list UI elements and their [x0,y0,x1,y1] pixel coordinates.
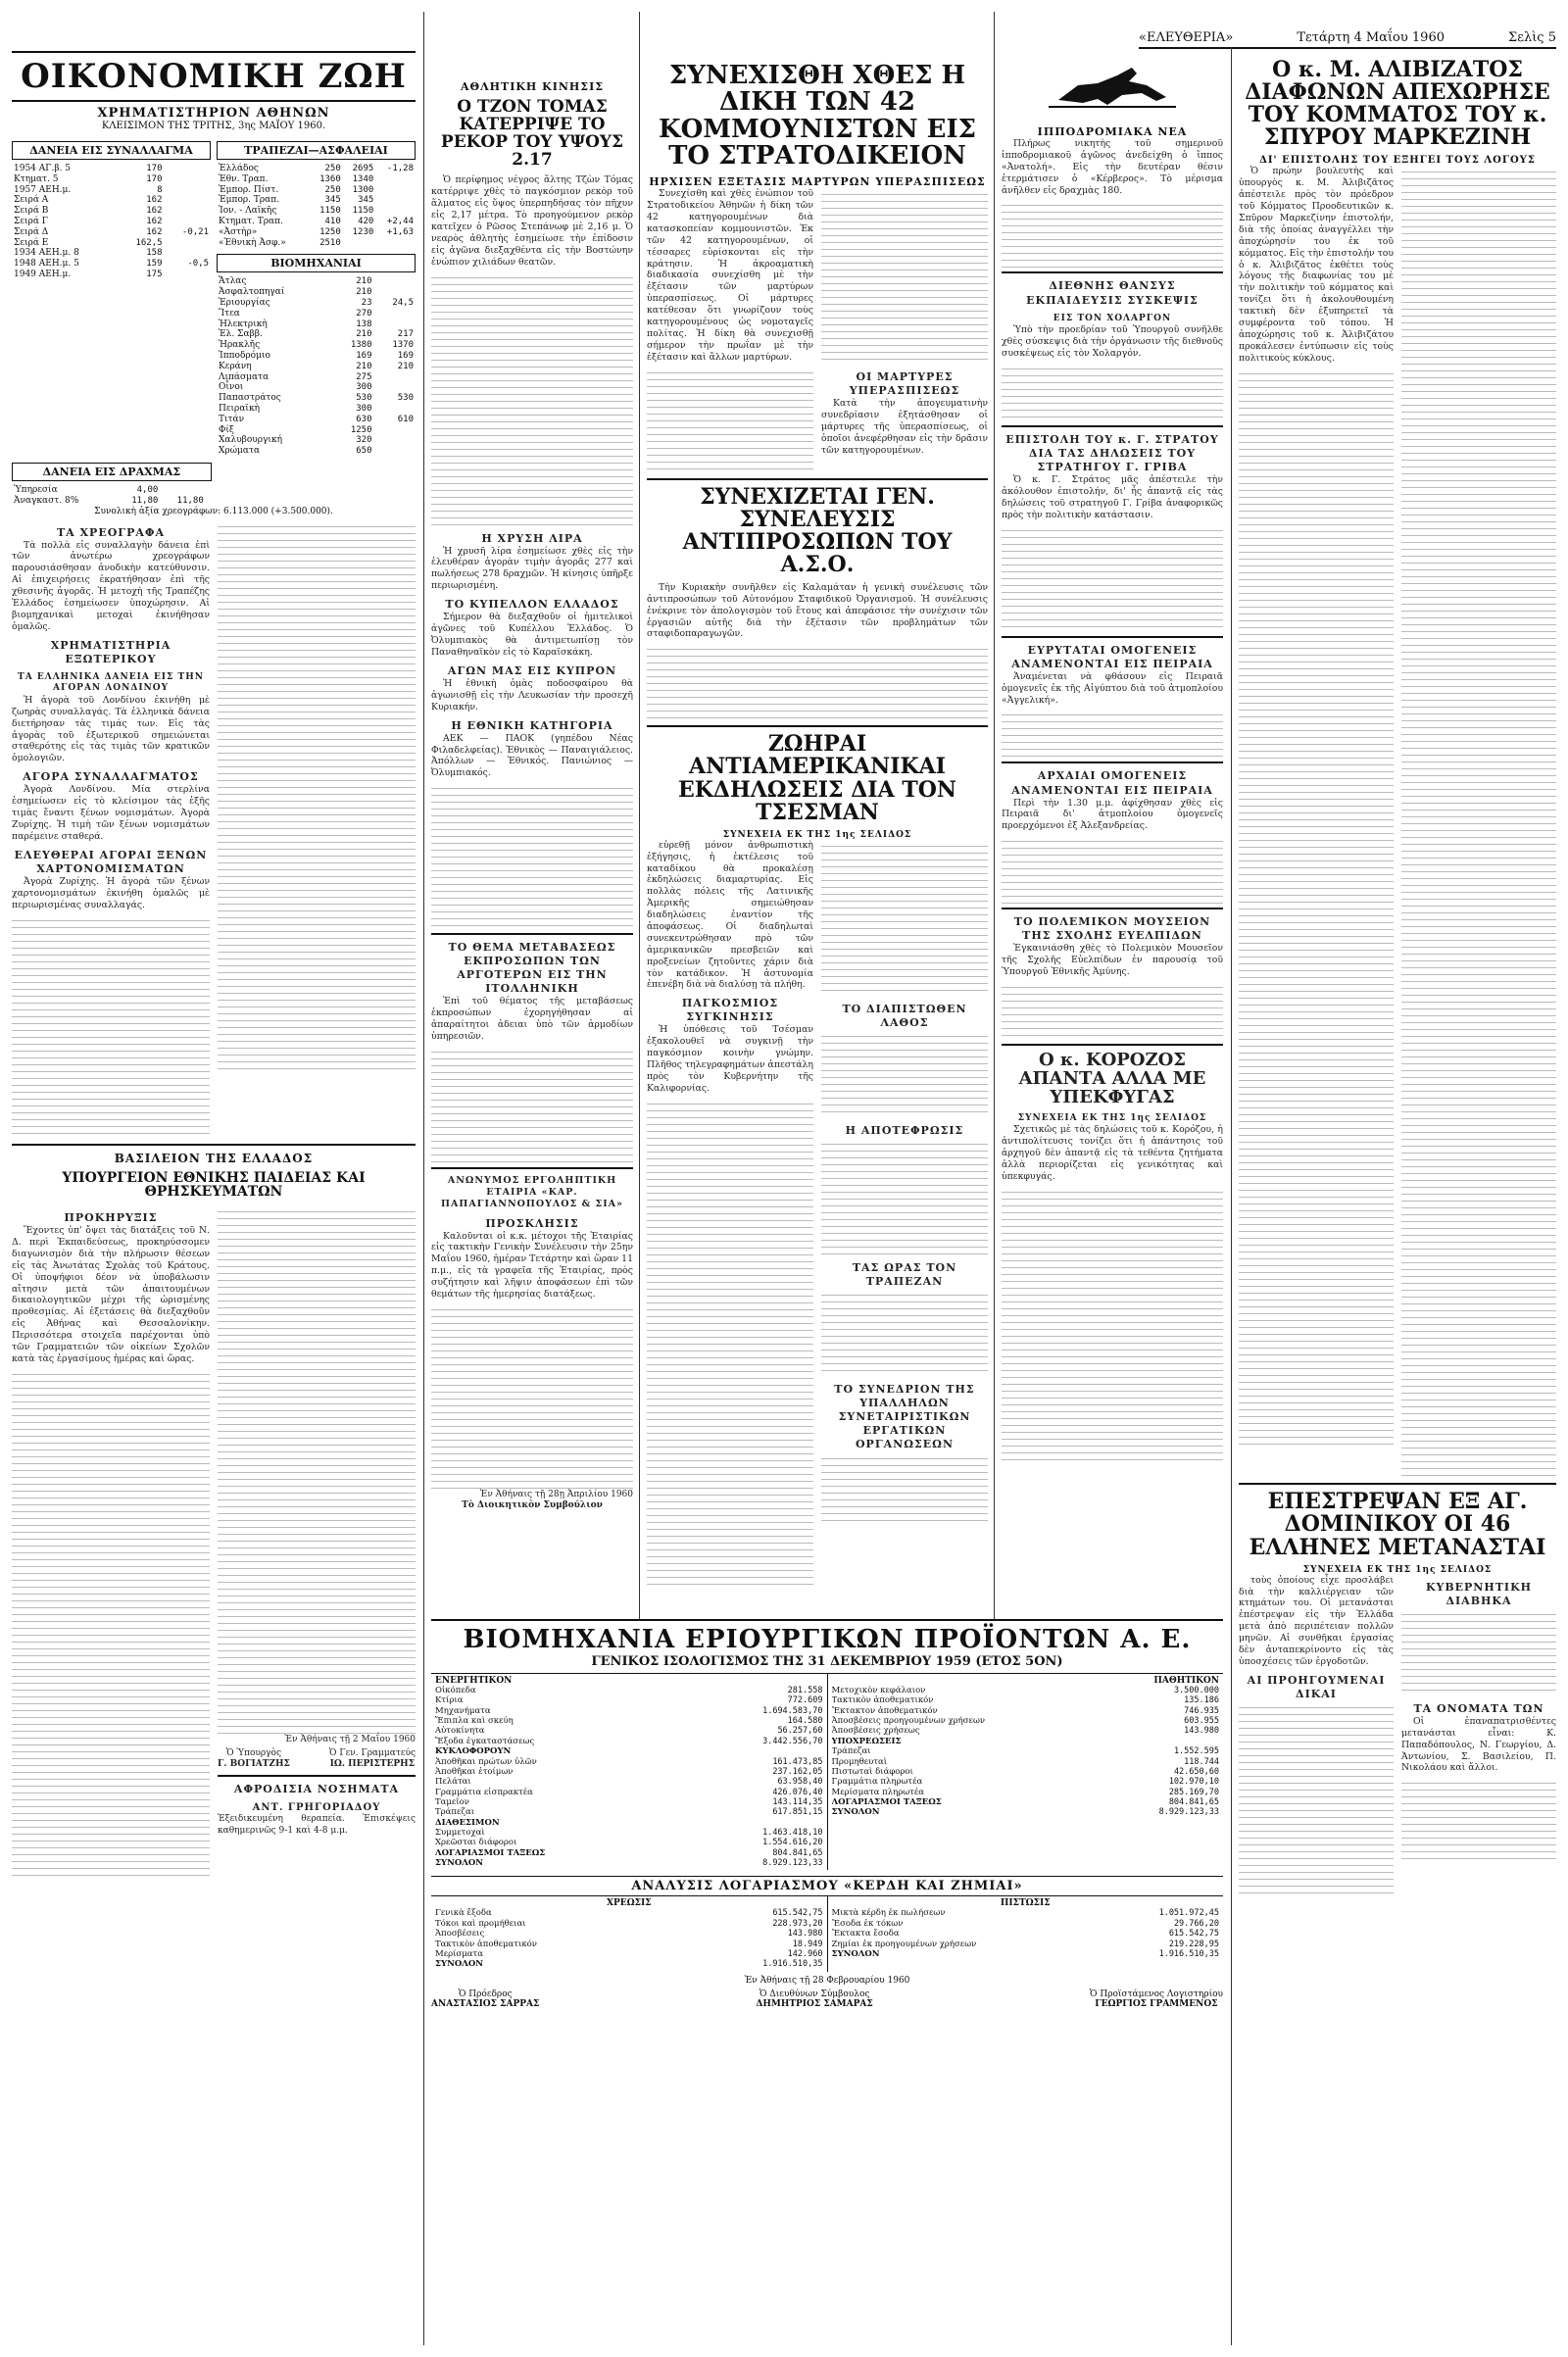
balance-row: Κτίρια 772.609 [435,1695,823,1706]
sports-column: ΑΘΛΗΤΙΚΗ ΚΙΝΗΣΙΣ Ο ΤΖΟΝ ΤΟΜΑΣ ΚΑΤΕΡΡΙΨΕ ΤΟ ΡΕΚΟΡ ΤΟΥ ΥΨΟΥΣ 2.17 Ὁ περίφημος νέγρος ἅλτης Τζὼν Τόμας κατέρριψε χθὲς τὸ παγκόσμιον ρεκὸρ τοῦ ἅλματος εἰς ὕψος ὑπερπηδήσας τὸν πῆχυν εἰς 2,17 μέτρα. Τὸ προηγούμενον ρεκὸρ κατεῖχεν ὁ Ρῶσος Στεπάνωφ μὲ 2,16 μ. Ὁ νεαρὸς ἀθλητὴς ἐσημείωσε τὴν ἐπίδοσιν εἰς ἀγῶνα διεξαχθέντα εἰς τὴν Βοστώνην ἐνώπιον χιλιάδων θεατῶν. Η ΧΡΥΣΗ ΛΙΡΑ Ἡ χρυσῆ λίρα ἐσημείωσε χθὲς εἰς τὴν ἐλευθέραν ἀγορὰν τιμὴν ἀγορᾶς 277 καὶ πωλήσεως 278 δραχμῶν. Ἡ κίνησις ὑπῆρξε περιωρισμένη. ΤΟ ΚΥΠΕΛΛΟΝ ΕΛΛΑΔΟΣ Σήμερον θὰ διεξαχθοῦν οἱ ἡμιτελικοὶ ἀγῶνες τοῦ Κυπέλλου Ἑλλάδος. Ὁ Ὀλυμπιακὸς θὰ ἀντιμετωπίσῃ τὸν Παναθηναϊκὸν εἰς τὸ Καραϊσκάκη. ΑΓΩΝ ΜΑΣ ΕΙΣ ΚΥΠΡΟΝ Ἡ ἐθνικὴ ὁμὰς ποδοσφαίρου θὰ ἀγωνισθῇ εἰς τὴν Λευκωσίαν τὴν προσεχῆ Κυριακήν. Η ΕΘΝΙΚΗ ΚΑΤΗΓΟΡΙΑ ΑΕΚ — ΠΑΟΚ (γηπέδου Νέας Φιλαδελφείας). Ἐθνικὸς — Παναιγιάλειος. Ἀπόλλων — Ἐθνικός. Πανιώνιος — Ὀλυμπιακός. ΤΟ ΘΕΜΑ ΜΕΤΑΒΑΣΕΩΣ ΕΚΠΡΟΣΩΠΩΝ ΤΩΝ ΑΡΓΟΤΕΡΩΝ ΕΙΣ ΤΗΝ ΙΤΟΛΛΗΝΙΚΗ Ἐπὶ τοῦ θέματος τῆς μεταβάσεως ἐκπροσώπων ἐχορηγήθησαν αἱ ἀπαραίτητοι ἀδειαι ὑπὸ τῶν ἁρμοδίων ὑπηρεσιῶν. ΑΝΩΝΥΜΟΣ ΕΡΓΟΛΗΠΤΙΚΗ ΕΤΑΙΡΙΑ «ΚΑΡ. ΠΑΠΑΓΙΑΝΝΟΠΟΥΛΟΣ & ΣΙΑ» ΠΡΟΣΚΛΗΣΙΣ Καλοῦνται οἱ κ.κ. μέτοχοι τῆς Ἑταιρίας εἰς τακτικὴν Γενικὴν Συνέλευσιν τὴν 25ην Μαΐου 1960, ἡμέραν Τετάρτην καὶ ὥραν 11 π.μ., εἰς τὰ γραφεῖα τῆς Ἑταιρίας, πρὸς συζήτησιν καὶ λῆψιν ἀποφάσεων ἐπὶ τῶν θεμάτων τῆς ἡμερησίας διατάξεως. Ἐν Ἀθήναις τῇ 28ῃ Ἀπριλίου 1960 Τὸ Διοικητικὸν Συμβούλιον [431,80,633,1511]
table-row: Ἐριουργίας 23 24,5 [219,297,414,308]
horse-racing-logo [1002,51,1223,120]
table-row: Σειρά Δ 162 -0,21 [14,226,209,237]
issue-date: Τετάρτη 4 Μαΐου 1960 [1297,30,1445,45]
horse-icon [1039,56,1186,115]
sports-headline: Ο ΤΖΟΝ ΤΟΜΑΣ ΚΑΤΕΡΡΙΨΕ ΤΟ ΡΕΚΟΡ ΤΟΥ ΥΨΟΥΣ 2.17 [440,97,624,170]
total-value: Συνολικὴ ἀξία χρεογράφων: 6.113.000 (+3.500.000). [94,506,333,516]
balance-row: Τακτικὸν ἀποθεματικόν 135.186 [831,1695,1219,1706]
balance-row: Ἀποσβέσεις προηγουμένων χρήσεων 603.955 [831,1716,1219,1727]
table-row: Ἀσφαλτοπηγαί 210 [219,287,372,298]
table-row: 1954 ΑΓ.β. 5 170 [14,164,163,173]
bonds-head: ΤΑ ΧΡΕΟΓΡΑΦΑ [56,525,166,539]
table-row: Σειρά Γ 162 [14,216,163,226]
table-row: Ἐλ. Σαββ. 210 217 [219,329,414,340]
dominican-headline: ΕΠΕΣΤΡΕΨΑΝ ΕΞ ΑΓ. ΔΟΜΙΝΙΚΟΥ ΟΙ 46 ΕΛΛΗΝΕΣ ΜΕΤΑΝΑΣΤΑΙ [1249,1489,1546,1560]
balance-row: ΛΟΓΑΡΙΑΣΜΟΙ ΤΑΞΕΩΣ 804.841,65 [831,1796,1219,1807]
balance-row: Γενικὰ ἔξοδα 615.542,75 [435,1908,823,1919]
balance-row: ΣΥΝΟΛΟΝ 1.916.510,35 [435,1959,823,1970]
racing-title: ΙΠΠΟΔΡΟΜΙΑΚΑ ΝΕΑ [1037,125,1188,138]
table-row: Ἀναγκαστ. 8% 11,80 11,80 [14,495,204,506]
bonds-body: Τὰ πολλὰ εἰς συναλλαγὴν δάνεια ἐπὶ τῶν ἀνωτέρω χρεογράφων παρουσιάσθησαν ἀνοδικὴν κατεύθυνσιν. Αἱ ἐπιχειρήσεις ἐκρατήθησαν ἐπὶ τῆς χθεσινῆς ἀγορᾶς. Ἡ μετοχὴ τῆς Τραπέζης Ἑλλάδος ἐσημείωσεν ὑποχώρησιν. Αἱ βιομηχανικαὶ μετοχαὶ ἐκινήθησαν ὁμαλῶς. [12,539,210,632]
balance-row: Ταμεῖον 143.114,35 [435,1796,823,1807]
drachma-head: ΔΑΝΕΙΑ ΕΙΣ ΔΡΑΧΜΑΣ [12,463,212,481]
sports-body: Ὁ περίφημος νέγρος ἅλτης Τζὼν Τόμας κατέρριψε χθὲς τὸ παγκόσμιον ρεκὸρ τοῦ ἅλματος εἰς ὕψος ὑπερπηδήσας τὸν πῆχυν εἰς 2,17 μέτρα. Τὸ προηγούμενον ρεκὸρ κατεῖχεν ὁ Ρῶσος Στεπάνωφ μὲ 2,16 μ. Ὁ νεαρὸς ἀθλητὴς ἐσημείωσε τὴν ἐπίδοσιν εἰς ἀγῶνα διεξαχθέντα εἰς τὴν Βοστώνην ἐνώπιον χιλιάδων θεατῶν. [431,174,633,268]
table-row: Ἐμπορ. Πίστ. 250 1300 [219,184,374,195]
table-row: Σειρά Β 162 [14,206,163,217]
alivizatos-body: Ὁ πρώην βουλευτὴς καὶ ὑπουργὸς κ. Μ. Ἀλιβιζᾶτος ἀπέστειλε πρὸς τὸν πρόεδρον τοῦ Κόμματος Προοδευτικῶν κ. Σπῦρον Μαρκεζίνην ἐπιστολήν, διὰ τῆς ὁποίας ἀναγγέλλει τὴν ἀποχώρησίν του ἐκ τοῦ κόμματος. Εἰς τὴν ἐπιστολήν του ὁ κ. Ἀλιβιζᾶτος ἐκθέτει τοὺς λόγους τῆς διαφωνίας του μὲ τὴν πολιτικὴν τοῦ κόμματος καὶ τονίζει ὅτι ἡ ἀκολουθουμένη τακτικὴ δὲν ἐξυπηρετεῖ τὰ συμφέροντα τοῦ τόπου. Ἡ ἀποχώρησις τοῦ κ. Ἀλιβιζάτου προκάλεσεν ἐντύπωσιν εἰς τοὺς πολιτικοὺς κύκλους. [1239,166,1394,364]
pl-title: ΑΝΑΛΥΣΙΣ ΛΟΓΑΡΙΑΣΜΟΥ «ΚΕΡΔΗ ΚΑΙ ΖΗΜΙΑΙ» [431,1876,1223,1896]
balance-row: Ἔκτακτα ἔσοδα 615.542,75 [831,1929,1219,1940]
table-row: Ἐμπορ. Τραπ. 345 345 [219,195,374,206]
politics-column: Ο κ. Μ. ΑΛΙΒΙΖΑΤΟΣ ΔΙΑΦΩΝΩΝ ΑΠΕΧΩΡΗΣΕ ΤΟΥ ΚΟΜΜΑΤΟΣ ΤΟΥ κ. ΣΠΥΡΟΥ ΜΑΡΚΕΖΙΝΗ ΔΙ' ΕΠΙΣΤΟΛΗΣ ΤΟΥ ΕΞΗΓΕΙ ΤΟΥΣ ΛΟΓΟΥΣ Ὁ πρώην βουλευτὴς καὶ ὑπουργὸς κ. Μ. Ἀλιβιζᾶτος ἀπέστειλε πρὸς τὸν πρόεδρον τοῦ Κόμματος Προοδευτικῶν κ. Σπῦρον Μαρκεζίνην ἐπιστολήν, διὰ τῆς ὁποίας ἀναγγέλλει τὴν ἀποχώρησίν του ἐκ τοῦ κόμματος. Εἰς τὴν ἐπιστολήν του ὁ κ. Ἀλιβιζᾶτος ἐκθέτει τοὺς λόγους τῆς διαφωνίας του μὲ τὴν πολιτικὴν τοῦ κόμματος καὶ τονίζει ὅτι ἡ ἀκολουθουμένη τακτικὴ δὲν ἐξυπηρετεῖ τὰ συμφέροντα τοῦ τόπου. Ἡ ἀποχώρησις τοῦ κ. Ἀλιβιζάτου προκάλεσεν ἐντύπωσιν εἰς τοὺς πολιτικοὺς κύκλους. ΕΠΕΣΤΡΕΨΑΝ ΕΞ ΑΓ. ΔΟΜΙΝΙΚΟΥ ΟΙ 46 ΕΛΛΗΝΕΣ ΜΕΤΑΝΑΣΤΑΙ ΣΥΝΕΧΕΙΑ ΕΚ ΤΗΣ 1ης ΣΕΛΙΔΟΣ τοὺς ὁποίους εἶχε προσλάβει διὰ τὴν καλλιέργειαν τῶν κτημάτων του. Οἱ μετανάσται ἐπέστρεψαν εἰς τὴν Ἑλλάδα μετὰ ἀπὸ περιπέτειαν πολλῶν μηνῶν. Αἱ συνθῆκαι ἐργασίας δὲν ἀνταπεκρίνοντο εἰς τὰς ὑποσχέσεις τῶν ἐργοδοτῶν. ΑΙ ΠΡΟΗΓΟΥΜΕΝΑΙ ΔΙΚΑΙ ΚΥΒΕΡΝΗΤΙΚΗ ΔΙΑΒΗΚΑ ΤΑ ΟΝΟΜΑΤΑ ΤΩΝ Οἱ ἐπαναπατρισθέντες μετανάσται εἶναι: Κ. Παπαδόπουλος, Ν. Γεωργίου, Δ. Ἀντωνίου, Σ. Βασιλείου, Π. Νικολάου καὶ ἄλλοι. [1239,51,1556,2345]
balance-row: Ἔκτακτον ἀποθεματικόν 746.935 [831,1705,1219,1716]
balance-row: Ἔξοδα ἐγκαταστάσεως 3.442.556,70 [435,1736,823,1746]
table-row: 1957 ΑΕΗ.μ. 8 [14,184,163,195]
balance-row: Πιστωταὶ διάφοροι 42.650,60 [831,1766,1219,1777]
masthead [1139,12,1556,49]
korozos-headline: Ο κ. ΚΟΡΟΖΟΣ ΑΠΑΝΤΑ ΑΛΛΑ ΜΕ ΥΠΕΚΦΥΓΑΣ [1018,1050,1206,1107]
table-row: Λιπάσματα 275 [219,371,372,382]
balance-row: Ἀποθῆκαι πρώτων ὑλῶν 161.473,85 [435,1756,823,1767]
balance-row: Γραμμάτια πληρωτέα 102.970,10 [831,1777,1219,1788]
table-row: Ἡλεκτρικὴ 138 [219,319,372,329]
balance-row: Ζημίαι ἐκ προηγουμένων χρήσεων 219.228,95 [831,1939,1219,1949]
table-row: Τιτάν 630 610 [219,414,414,424]
table-row: Πειραϊκὴ 300 [219,403,372,414]
table-row: Χρώματα 650 [219,446,372,457]
balance-row: Ἀποσβέσεις χρήσεως 143.980 [831,1726,1219,1737]
assets-list: ΕΝΕΡΓΗΤΙΚΟΝ Οἰκόπεδα 281.558 Κτίρια 772.609 Μηχανήματα 1.694.583,70 Ἔπιπλα καὶ σκεύη 164.580 Αὐτοκίνητα 56.257,60 Ἔξοδα ἐγκαταστάσεως 3.442.556,70 ΚΥΚΛΟΦΟΡΟΥΝ Ἀποθῆκαι πρώτων ὑλῶν 161.473,85 Ἀποθῆκαι ἑτοίμων 237.162,05 Πελάται 63.958,40 Γραμμάτια εἰσπρακτέα 426.076,40 Ταμεῖον 143.114,35 Τράπεζαι 617.851,15 ΔΙΑΘΕΣΙΜΟΝ Συμμετοχαὶ 1.463.418,10 Χρεῶσται διάφοροι 1.554.616,20 ΛΟΓΑΡΙΑΣΜΟΙ ΤΑΞΕΩΣ 804.841,65 ΣΥΝΟΛΟΝ 8.929.123,33 [435,1676,823,1869]
ceo-name: ΔΗΜΗΤΡΙΟΣ ΣΑΜΑΡΑΣ [756,1998,873,2009]
balance-row: ΥΠΟΧΡΕΩΣΕΙΣ [831,1736,902,1746]
balance-row: Ἔπιπλα καὶ σκεύη 164.580 [435,1716,823,1727]
trial-column: ΣΥΝΕΧΙΣΘΗ ΧΘΕΣ Η ΔΙΚΗ ΤΩΝ 42 ΚΟΜΜΟΥΝΙΣΤΩΝ ΕΙΣ ΤΟ ΣΤΡΑΤΟΔΙΚΕΙΟΝ ΗΡΧΙΣΕΝ ΕΞΕΤΑΣΙΣ ΜΑΡΤΥΡΩΝ ΥΠΕΡΑΣΠΙΣΕΩΣ Συνεχίσθη καὶ χθὲς ἐνώπιον τοῦ Στρατοδικείου Ἀθηνῶν ἡ δίκη τῶν 42 κατηγορουμένων διὰ κατασκοπείαν κομμουνιστῶν. Ἐκ τῶν 42 κατηγορουμένων, οἱ τέσσαρες εὑρίσκονται εἰς τὴν κράτησιν. Ἡ ἀκροαματικὴ διαδικασία συνεχίσθη μὲ τὴν ἐξέτασιν τῶν μαρτύρων ὑπερασπίσεως. Οἱ μάρτυρες κατέθεσαν ὅτι γνωρίζουν τοὺς κατηγορουμένους ὡς νομοταγεῖς πολίτας. Ἡ δίκη θὰ συνεχισθῇ σήμερον τὴν πρωΐαν μὲ τὴν ἐξέτασιν καὶ ἄλλων μαρτύρων. ΟΙ ΜΑΡΤΥΡΕΣ ΥΠΕΡΑΣΠΙΣΕΩΣ Κατὰ τὴν ἀπογευματινὴν συνεδρίασιν ἐξητάσθησαν οἱ μάρτυρες τῆς ὑπερασπίσεως, οἱ ὁποῖοι ἀνεφέρθησαν εἰς τὴν δρᾶσιν τῶν κατηγορουμένων. ΣΥΝΕΧΙΖΕΤΑΙ ΓΕΝ. ΣΥΝΕΛΕΥΣΙΣ ΑΝΤΙΠΡΟΣΩΠΩΝ ΤΟΥ Α.Σ.Ο. Τὴν Κυριακὴν συνῆλθεν εἰς Καλαμάταν ἡ γενικὴ συνέλευσις τῶν ἀντιπροσώπων τοῦ Αὐτονόμου Σταφιδικοῦ Ὀργανισμοῦ. Ἡ συνέλευσις ἐνέκρινε τὸν ἀπολογισμὸν τοῦ ἔτους καὶ ἀπεφάσισε τὴν συνέχισιν τῶν ἐργασιῶν αὐτῆς διὰ τὴν ἐξέτασιν τῶν προβλημάτων τῶν σταφιδοπαραγωγῶν. ΖΩΗΡΑΙ ΑΝΤΙΑΜΕΡΙΚΑΝΙΚΑΙ ΕΚΔΗΛΩΣΕΙΣ ΔΙΑ ΤΟΝ ΤΣΕΣΜΑΝ ΣΥΝΕΧΕΙΑ ΕΚ ΤΗΣ 1ης ΣΕΛΙΔΟΣ εὑρεθῇ μόνον ἀνθρωπιστικὴ ἐξήγησις, ἡ ἐκτέλεσις τοῦ καταδίκου θὰ προκαλέσῃ ἐκδηλώσεις διαμαρτυρίας. Εἰς πολλὰς πόλεις τῆς Λατινικῆς Ἀμερικῆς σημειώθησαν διαδηλώσεις ἐναντίον τῆς ἀποφάσεως. Οἱ διαδηλωταὶ συνεκεντρώθησαν πρὸ τῶν ἀμερικανικῶν πρεσβειῶν καὶ προξενείων ζητοῦντες χάριν διὰ τὸν κατάδικον. Ἡ ἀστυνομία ἐπενέβη διὰ νὰ διαλύσῃ τὰ πλήθη. ΠΑΓΚΟΣΜΙΟΣ ΣΥΓΚΙΝΗΣΙΣ Ἡ ὑπόθεσις τοῦ Τσέσμαν ἐξακολουθεῖ νὰ συγκινῇ τὴν παγκόσμιον κοινὴν γνώμην. Πλῆθος τηλεγραφημάτων ἀπεστάλη πρὸς τὸν Κυβερνήτην τῆς Καλιφορνίας. ΤΟ ΔΙΑΠΙΣΤΩΘΕΝ ΛΑΘΟΣ Η ΑΠΟΤΕΦΡΩΣΙΣ ΤΑΣ ΩΡΑΣ ΤΟΝ ΤΡΑΠΕΖΑΝ ΤΟ ΣΥΝΕΔΡΙΟΝ ΤΗΣ ΥΠΑΛΛΗΛΩΝ ΣΥΝΕΤΑΙΡΙΣΤΙΚΩΝ ΕΡΓΑΤΙΚΩΝ ΟΡΓΑΝΩΣΕΩΝ [647,12,988,2345]
table-row: Ἐθν. Τραπ. 1360 1340 [219,173,374,184]
closing-note: ΚΛΕΙΣΙΜΟΝ ΤΗΣ ΤΡΙΤΗΣ, 3ης ΜΑΪΟΥ 1960. [101,121,326,131]
trial-headline: ΣΥΝΕΧΙΣΘΗ ΧΘΕΣ Η ΔΙΚΗ ΤΩΝ 42 ΚΟΜΜΟΥΝΙΣΤΩΝ ΕΙΣ ΤΟ ΣΤΡΑΤΟΔΙΚΕΙΟΝ [659,61,976,171]
balance-row: ΣΥΝΟΛΟΝ 8.929.123,33 [831,1807,1219,1818]
table-row: Σειρά Α 162 [14,195,163,206]
decree-type: ΠΡΟΚΗΡΥΞΙΣ [64,1210,158,1224]
table-row: Κτηματ. Τραπ. 410 420 +2,44 [219,216,414,226]
table-row: Ἰπποδρόμιο 169 169 [219,350,414,361]
balance-row: ΔΙΑΘΕΣΙΜΟΝ [435,1817,500,1828]
loans-table: ΔΑΝΕΙΑ ΕΙΣ ΣΥΝΑΛΛΑΓΜΑ 1954 ΑΓ.β. 5 170 Κτηματ. 5 170 1957 ΑΕΗ.μ. 8 Σειρά Α 162 Σειρά Β 162 Σειρά Γ 162 Σειρά Δ 162 -0,21 Σειρά Ε 162,5 1934 ΑΕΗ.μ. 8 158 1948 ΑΕΗ.μ. 5 159 -0,5 1949 ΑΕΗ.μ. 175 [12,135,211,457]
balance-row: Τόκοι καὶ προμήθειαι 228.973,20 [435,1918,823,1929]
balance-row: ΛΟΓΑΡΙΑΣΜΟΙ ΤΑΞΕΩΣ 804.841,65 [435,1847,823,1858]
balance-row: ΣΥΝΟΛΟΝ 8.929.123,33 [435,1858,823,1869]
table-row: Παπαστράτος 530 530 [219,393,414,404]
balance-row: Γραμμάτια εἰσπρακτέα 426.076,40 [435,1787,823,1797]
exchange-title: ΧΡΗΜΑΤΙΣΤΗΡΙΟΝ ΑΘΗΝΩΝ [97,106,330,121]
balance-row: Συμμετοχαὶ 1.463.418,10 [435,1828,823,1839]
balance-row: Μετοχικὸν κεφάλαιον 3.500.000 [831,1686,1219,1695]
ministry-title: ΥΠΟΥΡΓΕΙΟΝ ΕΘΝΙΚΗΣ ΠΑΙΔΕΙΑΣ ΚΑΙ ΘΡΗΣΚΕΥΜΑΤΩΝ [62,1169,366,1201]
free-market-head: ΕΛΕΥΘΕΡΑΙ ΑΓΟΡΑΙ ΞΕΝΩΝ ΧΑΡΤΟΝΟΜΙΣΜΑΤΩΝ [14,848,208,875]
table-row: «Ἀστὴρ» 1250 1230 +1,63 [219,226,414,237]
economy-title: ΟΙΚΟΝΟΜΙΚΗ ΖΩΗ [12,51,416,102]
credit-list: ΠΙΣΤΩΣΙΣ Μικτὰ κέρδη ἐκ πωλήσεων 1.051.972,45 Ἔσοδα ἐκ τόκων 29.766,20 Ἔκτακτα ἔσοδα 615.542,75 Ζημίαι ἐκ προηγουμένων χρήσεων 219.228,95 ΣΥΝΟΛΟΝ 1.916.510,35 [827,1896,1224,1971]
clinic-ad-head: ΑΦΡΟΔΙΣΙΑ ΝΟΣΗΜΑΤΑ [233,1782,400,1795]
balance-row: Μερίσματα πληρωτέα 285.169,70 [831,1787,1219,1797]
balance-row: Προμηθευταὶ 118.744 [831,1756,1219,1767]
table-row: Ἄτλας 210 [219,276,372,287]
balance-row: Τράπεζαι 1.552.595 [831,1746,1219,1757]
balance-subtitle: ΓΕΝΙΚΟΣ ΙΣΟΛΟΓΙΣΜΟΣ ΤΗΣ 31 ΔΕΚΕΜΒΡΙΟΥ 1959 (ΕΤΟΣ 5ΟΝ) [591,1654,1063,1669]
banks-table: ΤΡΑΠΕΖΑΙ—ΑΣΦΑΛΕΙΑΙ Ἑλλάδος 250 2695 -1,28 Ἐθν. Τραπ. 1360 1340 Ἐμπορ. Πίστ. 250 1300 Ἐμπορ. Τραπ. 345 345 Ἰον. - Λαϊκῆς 1150 1150 Κτηματ. Τραπ. 410 420 +2,44 «Ἀστὴρ» 1250 1230 +1,63 «Ἐθνικὴ Ἀσφ.» 2510 ΒΙΟΜΗΧΑΝΙΑΙ Ἄτλας 210 Ἀσφαλτοπηγαί 210 Ἐριουργίας 23 24,5 Ἴτεα 270 Ἡλεκτρικὴ 138 Ἐλ. Σαββ. 210 217 Ἠρακλῆς 1380 1370 Ἰπποδρόμιο 169 169 Κεράνη 210 210 Λιπάσματα 275 Οἶνοι 300 Παπαστράτος 530 530 Πειραϊκὴ 300 Τιτάν 630 610 Φίξ 1250 Χαλυβουργική 320 Χρώματα 650 [217,135,416,457]
table-row: 1948 ΑΕΗ.μ. 5 159 -0,5 [14,259,209,270]
balance-row: Μικτὰ κέρδη ἐκ πωλήσεων 1.051.972,45 [831,1908,1219,1919]
page-number: Σελὶς 5 [1508,30,1556,45]
racing-column: ΙΠΠΟΔΡΟΜΙΑΚΑ ΝΕΑ Πλήρως νικητὴς τοῦ σημερινοῦ ἱπποδρομιακοῦ ἀγῶνος ἀνεδείχθη ὁ ἵππος «Ἀνατολή». Εἰς τὴν δευτέραν θέσιν ἐτερμάτισεν ὁ «Κέρβερος». Τὸ μέρισμα ἀνῆλθεν εἰς δραχμὰς 180. ΔΙΕΘΝΗΣ ΘΑΝΣΥΣ ΕΚΠΑΙΔΕΥΣΙΣ ΣΥΣΚΕΨΙΣ ΕΙΣ ΤΟΝ ΧΟΛΑΡΓΟΝ Ὑπὸ τὴν προεδρίαν τοῦ Ὑπουργοῦ συνῆλθε χθὲς σύσκεψις διὰ τὴν ὀργάνωσιν τῆς διεθνοῦς συσκέψεως εἰς τὸν Χολαργόν. ΕΠΙΣΤΟΛΗ ΤΟΥ κ. Γ. ΣΤΡΑΤΟΥ ΔΙΑ ΤΑΣ ΔΗΛΩΣΕΙΣ ΤΟΥ ΣΤΡΑΤΗΓΟΥ Γ. ΓΡΙΒΑ Ὁ κ. Γ. Στράτος μᾶς ἀπέστειλε τὴν ἀκόλουθον ἐπιστολήν, δι' ἧς ἀπαντᾷ εἰς τὰς δηλώσεις τοῦ στρατηγοῦ Γ. Γρίβα ἀναφορικῶς πρὸς τὴν πολιτικὴν κατάστασιν. ΕΥΡΥΤΑΤΑΙ ΟΜΟΓΕΝΕΙΣ ΑΝΑΜΕΝΟΝΤΑΙ ΕΙΣ ΠΕΙΡΑΙΑ Ἀναμένεται νὰ φθάσουν εἰς Πειραιᾶ ὁμογενεῖς ἐκ τῆς Αἰγύπτου διὰ τοῦ ἀτμοπλοίου «Ἀγγελική». ΑΡΧΑΙΑΙ ΟΜΟΓΕΝΕΙΣ ΑΝΑΜΕΝΟΝΤΑΙ ΕΙΣ ΠΕΙΡΑΙΑ Περὶ τὴν 1.30 μ.μ. ἀφίχθησαν χθὲς εἰς Πειραιᾶ δι' ἀτμοπλοίου ὁμογενεῖς προερχόμενοι ἐξ Ἀλεξανδρείας. ΤΟ ΠΟΛΕΜΙΚΟΝ ΜΟΥΣΕΙΟΝ ΤΗΣ ΣΧΟΛΗΣ ΕΥΕΛΠΙΔΩΝ Ἐγκαινιάσθη χθὲς τὸ Πολεμικὸν Μουσεῖον τῆς Σχολῆς Εὐελπίδων ἐν παρουσίᾳ τοῦ Ὑπουργοῦ Ἐθνικῆς Ἀμύνης. Ο κ. ΚΟΡΟΖΟΣ ΑΠΑΝΤΑ ΑΛΛΑ ΜΕ ΥΠΕΚΦΥΓΑΣ ΣΥΝΕΧΕΙΑ ΕΚ ΤΗΣ 1ης ΣΕΛΙΔΟΣ Σχετικῶς μὲ τὰς δηλώσεις τοῦ κ. Κορόζου, ἡ ἀντιπολίτευσις τονίζει ὅτι ἡ ἀπάντησις τοῦ ἀρχηγοῦ δὲν ἀπαντᾷ εἰς τὰ τεθέντα ζητήματα ἀλλὰ περιορίζεται εἰς γενικότητας καὶ ὑπεκφυγάς. [1002,51,1223,2345]
decree-body: Ἔχοντες ὑπ' ὄψει τὰς διατάξεις τοῦ Ν. Δ. περὶ Ἐκπαιδεύσεως, προκηρύσσομεν διαγωνισμὸν διὰ τὴν πλήρωσιν θέσεων εἰς τὰς Ἀνωτάτας Σχολὰς τοῦ Κράτους. Οἱ ὑποψήφιοι δέον νὰ ὑποβάλωσιν αἴτησιν μετὰ τῶν ἀπαιτουμένων δικαιολογητικῶν μέχρι τῆς ὡρισμένης προθεσμίας. Αἱ ἐξετάσεις θὰ διεξαχθοῦν εἰς Ἀθήνας καὶ Θεσσαλονίκην. Περισσότερα στοιχεῖα παρέχονται ὑπὸ τῶν Γραμματειῶν τῶν οἰκείων Σχολῶν κατὰ τὰς ἐργασίμους ἡμέρας καὶ ὥρας. [12,1225,210,1364]
table-row: 1949 ΑΕΗ.μ. 175 [14,269,163,279]
balance-row: Μερίσματα 142.960 [435,1948,823,1959]
balance-row: Χρεῶσται διάφοροι 1.554.616,20 [435,1838,823,1848]
economy-column: ΟΙΚΟΝΟΜΙΚΗ ΖΩΗ ΧΡΗΜΑΤΙΣΤΗΡΙΟΝ ΑΘΗΝΩΝ ΚΛΕΙΣΙΜΟΝ ΤΗΣ ΤΡΙΤΗΣ, 3ης ΜΑΪΟΥ 1960. ΔΑΝΕΙΑ ΕΙΣ ΣΥΝΑΛΛΑΓΜΑ 1954 ΑΓ.β. 5 170 Κτηματ. 5 170 1957 ΑΕΗ.μ. 8 Σειρά Α 162 Σειρά Β 162 Σειρά Γ 162 Σειρά Δ 162 -0,21 Σειρά Ε 162,5 1934 ΑΕΗ.μ. 8 158 1948 ΑΕΗ.μ. 5 159 -0,5 1949 ΑΕΗ.μ. 175 ΤΡΑΠΕΖΑΙ—ΑΣΦΑΛΕΙΑΙ Ἑλλάδος 250 2695 -1,28 Ἐθν. Τραπ. 1360 1340 Ἐμπορ. Πίστ. 250 1300 Ἐμπορ. Τραπ. 345 345 Ἰον. - Λαϊκῆς 1150 1150 Κτηματ. Τραπ. 410 420 +2,44 «Ἀστὴρ» 1250 1230 +1,63 «Ἐθνικὴ Ἀσφ.» 2510 ΒΙΟΜΗΧΑΝΙΑΙ Ἄτλας 210 Ἀσφαλτοπηγαί 210 Ἐριουργίας 23 24,5 Ἴτεα 270 Ἡλεκτρικὴ 138 Ἐλ. Σαββ. 210 217 Ἠρακλῆς 1380 1370 Ἰπποδρόμιο 169 169 Κεράνη 210 210 Λιπάσματα 275 Οἶνοι 300 Παπαστράτος 530 530 Πειραϊκὴ 300 Τιτάν 630 610 Φίξ 1250 Χαλυβουργική 320 Χρώματα 650 ΔΑΝΕΙΑ ΕΙΣ ΔΡΑΧΜΑΣ Ὑπηρεσία 4,00 Ἀναγκαστ. 8% 11,80 11,80 Συνολικὴ ἀξία χρεογράφων: 6.113.000 (+3.500.000). ΤΑ ΧΡΕΟΓΡΑΦΑ Τὰ πολλὰ εἰς συναλλαγὴν δάνεια ἐπὶ τῶν ἀνωτέρω χρεογράφων παρουσιάσθησαν ἀνοδικὴν κατεύθυνσιν. Αἱ ἐπιχειρήσεις ἐκρατήθησαν ἐπὶ τῆς χθεσινῆς ἀγορᾶς. Ἡ μετοχὴ τῆς Τραπέζης Ἑλλάδος ἐσημείωσεν ὑποχώρησιν. Αἱ βιομηχανικαὶ μετοχαὶ ἐκινήθησαν ὁμαλῶς. ΧΡΗΜΑΤΙΣΤΗΡΙΑ ΕΞΩΤΕΡΙΚΟΥ ΤΑ ΕΛΛΗΝΙΚΑ ΔΑΝΕΙΑ ΕΙΣ ΤΗΝ ΑΓΟΡΑΝ ΛΟΝΔΙΝΟΥ Ἡ ἀγορὰ τοῦ Λονδίνου ἐκινήθη μὲ ζωηρὰς συναλλαγάς. Τὰ ἑλληνικὰ δάνεια διετήρησαν τὰς τιμάς των. Εἰς τὰς ἀγορὰς τοῦ ἐξωτερικοῦ σημειώνεται σταθερότης εἰς τὰς τιμὰς τῶν κρατικῶν ὁμολογιῶν. ΑΓΟΡΑ ΣΥΝΑΛΛΑΓΜΑΤΟΣ Ἀγορὰ Λονδίνου. Μία στερλίνα ἐσημείωσεν εἰς τὸ κλείσιμον τὰς ἑξῆς τιμὰς ἔναντι ξένων νομισμάτων. Ἀγορὰ Ζυρίχης. Ἡ τιμὴ τῶν ξένων νομισμάτων παρέμεινε σταθερά. ΕΛΕΥΘΕΡΑΙ ΑΓΟΡΑΙ ΞΕΝΩΝ ΧΑΡΤΟΝΟΜΙΣΜΑΤΩΝ Ἀγορὰ Ζυρίχης. Ἡ ἀγορὰ τῶν ξένων χαρτονομισμάτων ἐκινήθη ὁμαλῶς μὲ περιωρισμένας συναλλαγάς. ΒΑΣΙΛΕΙΟΝ ΤΗΣ ΕΛΛΑΔΟΣ ΥΠΟΥΡΓΕΙΟΝ ΕΘΝΙΚΗΣ ΠΑΙΔΕΙΑΣ ΚΑΙ ΘΡΗΣΚΕΥΜΑΤΩΝ ΠΡΟΚΗΡΥΞΙΣ Ἔχοντες ὑπ' ὄψει τὰς διατάξεις τοῦ Ν. Δ. περὶ Ἐκπαιδεύσεως, προκηρύσσομεν διαγωνισμὸν διὰ τὴν πλήρωσιν θέσεων εἰς τὰς Ἀνωτάτας Σχολὰς τοῦ Κράτους. Οἱ ὑποψήφιοι δέον νὰ ὑποβάλωσιν αἴτησιν μετὰ τῶν ἀπαιτουμένων δικαιολογητικῶν μέχρι τῆς ὡρισμένης προθεσμίας. Αἱ ἐξετάσεις θὰ διεξαχθοῦν εἰς Ἀθήνας καὶ Θεσσαλονίκην. Περισσότερα στοιχεῖα παρέχονται ὑπὸ τῶν Γραμματειῶν τῶν οἰκείων Σχολῶν κατὰ τὰς ἐργασίμους ἡμέρας καὶ ὥρας. Ἐν Ἀθήναις τῇ 2 Μαΐου 1960 Ὁ Ὑπουργὸς Γ. ΒΟΓΙΑΤΖΗΣ Ὁ Γεν. Γραμματεύς ΙΩ. ΠΕΡΙΣΤΕΡΗΣ ΑΦΡΟΔΙΣΙΑ ΝΟΣΗΜΑΤΑ ΑΝΤ. ΓΡΗΓΟΡΙΑΔΟΥ Ἐξειδικευμένη θεραπεία. Ἐπισκέψεις καθημερινῶς 9-1 καὶ 4-8 μ.μ. [12,12,416,2345]
balance-row: Ἀποσβέσεις 143.980 [435,1929,823,1940]
paper-name: «ΕΛΕΥΘΕΡΙΑ» [1139,30,1234,45]
balance-row: Τράπεζαι 617.851,15 [435,1807,823,1818]
debit-list: ΧΡΕΩΣΙΣ Γενικὰ ἔξοδα 615.542,75 Τόκοι καὶ προμήθειαι 228.973,20 Ἀποσβέσεις 143.980 Τακτικὸν ἀποθεματικόν 18.949 Μερίσματα 142.960 ΣΥΝΟΛΟΝ 1.916.510,35 [435,1898,823,1970]
table-row: Ἠρακλῆς 1380 1370 [219,340,414,351]
table-row: «Ἐθνικὴ Ἀσφ.» 2510 [219,237,341,248]
table-row: Φίξ 1250 [219,424,372,435]
table-row: Ἑλλάδος 250 2695 -1,28 [219,164,414,173]
trial-body: Συνεχίσθη καὶ χθὲς ἐνώπιον τοῦ Στρατοδικείου Ἀθηνῶν ἡ δίκη τῶν 42 κατηγορουμένων διὰ κατασκοπείαν κομμουνιστῶν. Ἐκ τῶν 42 κατηγορουμένων, οἱ τέσσαρες εὑρίσκονται εἰς τὴν κράτησιν. Ἡ ἀκροαματικὴ διαδικασία συνεχίσθη μὲ τὴν ἐξέτασιν τῶν μαρτύρων ὑπερασπίσεως. Οἱ μάρτυρες κατέθεσαν ὅτι γνωρίζουν τοὺς κατηγορουμένους ὡς νομοταγεῖς πολίτας. Ἡ δίκη θὰ συνεχισθῇ σήμερον τὴν πρωΐαν μὲ τὴν ἐξέτασιν καὶ ἄλλων μαρτύρων. [647,188,813,363]
table-row: Ὑπηρεσία 4,00 [14,484,159,495]
kingdom-title: ΒΑΣΙΛΕΙΟΝ ΤΗΣ ΕΛΛΑΔΟΣ [114,1151,314,1165]
asso-headline: ΣΥΝΕΧΙΖΕΤΑΙ ΓΕΝ. ΣΥΝΕΛΕΥΣΙΣ ΑΝΤΙΠΡΟΣΩΠΩΝ ΤΟΥ Α.Σ.Ο. [682,483,953,577]
minister-name: Γ. ΒΟΓΙΑΤΖΗΣ [218,1759,290,1770]
table-row: Σειρά Ε 162,5 [14,237,163,248]
accountant-name: ΓΕΩΡΓΙΟΣ ΓΡΑΜΜΕΝΟΣ [1095,1998,1218,2009]
table-row: Κτηματ. 5 170 [14,173,163,184]
sports-kicker: ΑΘΛΗΤΙΚΗ ΚΙΝΗΣΙΣ [460,80,604,93]
balance-row: Τακτικὸν ἀποθεματικόν 18.949 [435,1939,823,1949]
alivizatos-headline: Ο κ. Μ. ΑΛΙΒΙΖΑΤΟΣ ΔΙΑΦΩΝΩΝ ΑΠΕΧΩΡΗΣΕ ΤΟΥ ΚΟΜΜΑΤΟΣ ΤΟΥ κ. ΣΠΥΡΟΥ ΜΑΡΚΕΖΙΝΗ [1245,57,1550,151]
balance-title: ΒΙΟΜΗΧΑΝΙΑ ΕΡΙΟΥΡΓΙΚΩΝ ΠΡΟΪΟΝΤΩΝ Α. Ε. [463,1625,1192,1654]
trial-kicker: ΗΡΧΙΣΕΝ ΕΞΕΤΑΣΙΣ ΜΑΡΤΥΡΩΝ ΥΠΕΡΑΣΠΙΣΕΩΣ [649,175,986,189]
table-row: Χαλυβουργική 320 [219,435,372,446]
foreign-exchange-head: ΧΡΗΜΑΤΙΣΤΗΡΙΑ ΕΞΩΤΕΡΙΚΟΥ [50,638,172,665]
liabilities-list: ΠΑΘΗΤΙΚΟΝ Μετοχικὸν κεφάλαιον 3.500.000 Τακτικὸν ἀποθεματικόν 135.186 Ἔκτακτον ἀποθεματικόν 746.935 Ἀποσβέσεις προηγουμένων χρήσεων 603.955 Ἀποσβέσεις χρήσεως 143.980 ΥΠΟΧΡΕΩΣΕΙΣ Τράπεζαι 1.552.595 Προμηθευταὶ 118.744 Πιστωταὶ διάφοροι 42.650,60 Γραμμάτια πληρωτέα 102.970,10 Μερίσματα πληρωτέα 285.169,70 ΛΟΓΑΡΙΑΣΜΟΙ ΤΑΞΕΩΣ 804.841,65 ΣΥΝΟΛΟΝ 8.929.123,33 [827,1674,1224,1870]
balance-row: Πελάται 63.958,40 [435,1777,823,1788]
table-row: Ἴτεα 270 [219,308,372,319]
company-name: ΑΝΩΝΥΜΟΣ ΕΡΓΟΛΗΠΤΙΚΗ ΕΤΑΙΡΙΑ «ΚΑΡ. ΠΑΠΑΓΙΑΝΝΟΠΟΥΛΟΣ & ΣΙΑ» [441,1175,623,1210]
balance-row: Ἀποθῆκαι ἑτοίμων 237.162,05 [435,1766,823,1777]
table-row: Οἶνοι 300 [219,382,372,393]
table-row: 1934 ΑΕΗ.μ. 8 158 [14,248,163,259]
balance-row: Αὐτοκίνητα 56.257,60 [435,1726,823,1737]
table-row: Κεράνη 210 210 [219,361,414,371]
balance-row: Ἔσοδα ἐκ τόκων 29.766,20 [831,1918,1219,1929]
currency-market-head: ΑΓΟΡΑ ΣΥΝΑΛΛΑΓΜΑΤΟΣ [23,770,199,784]
newspaper-page [12,12,1556,2345]
balance-row: ΚΥΚΛΟΦΟΡΟΥΝ [435,1746,512,1757]
table-row: Ἰον. - Λαϊκῆς 1150 1150 [219,206,374,217]
balance-sheet: ΒΙΟΜΗΧΑΝΙΑ ΕΡΙΟΥΡΓΙΚΩΝ ΠΡΟΪΟΝΤΩΝ Α. Ε. ΓΕΝΙΚΟΣ ΙΣΟΛΟΓΙΣΜΟΣ ΤΗΣ 31 ΔΕΚΕΜΒΡΙΟΥ 1959 (ΕΤΟΣ 5ΟΝ) ΕΝΕΡΓΗΤΙΚΟΝ Οἰκόπεδα 281.558 Κτίρια 772.609 Μηχανήματα 1.694.583,70 Ἔπιπλα καὶ σκεύη 164.580 Αὐτοκίνητα 56.257,60 Ἔξοδα ἐγκαταστάσεως 3.442.556,70 ΚΥΚΛΟΦΟΡΟΥΝ Ἀποθῆκαι πρώτων ὑλῶν 161.473,85 Ἀποθῆκαι ἑτοίμων 237.162,05 Πελάται 63.958,40 Γραμμάτια εἰσπρακτέα 426.076,40 Ταμεῖον 143.114,35 Τράπεζαι 617.851,15 ΔΙΑΘΕΣΙΜΟΝ Συμμετοχαὶ 1.463.418,10 Χρεῶσται διάφοροι 1.554.616,20 ΛΟΓΑΡΙΑΣΜΟΙ ΤΑΞΕΩΣ 804.841,65 ΣΥΝΟΛΟΝ 8.929.123,33 ΠΑΘΗΤΙΚΟΝ Μετοχικὸν κεφάλαιον 3.500.000 Τακτικὸν ἀποθεματικόν 135.186 Ἔκτακτον ἀποθεματικόν 746.935 Ἀποσβέσεις προηγουμένων χρήσεων 603.955 Ἀποσβέσεις χρήσεως 143.980 ΥΠΟΧΡΕΩΣΕΙΣ Τράπεζαι 1.552.595 Προμηθευταὶ 118.744 Πιστωταὶ διάφοροι 42.650,60 Γραμμάτια πληρωτέα 102.970,10 Μερίσματα πληρωτέα 285.169,70 ΛΟΓΑΡΙΑΣΜΟΙ ΤΑΞΕΩΣ 804.841,65 ΣΥΝΟΛΟΝ 8.929.123,33 ΑΝΑΛΥΣΙΣ ΛΟΓΑΡΙΑΣΜΟΥ «ΚΕΡΔΗ ΚΑΙ ΖΗΜΙΑΙ» ΧΡΕΩΣΙΣ Γενικὰ ἔξοδα 615.542,75 Τόκοι καὶ προμήθειαι 228.973,20 Ἀποσβέσεις 143.980 Τακτικὸν ἀποθεματικόν 18.949 Μερίσματα 142.960 ΣΥΝΟΛΟΝ 1.916.510,35 ΠΙΣΤΩΣΙΣ Μικτὰ κέρδη ἐκ πωλήσεων 1.051.972,45 Ἔσοδα ἐκ τόκων 29.766,20 Ἔκτακτα ἔσοδα 615.542,75 Ζημίαι ἐκ προηγουμένων χρήσεων 219.228,95 ΣΥΝΟΛΟΝ 1.916.510,35 Ἐν Ἀθήναις τῇ 28 Φεβρουαρίου 1960 Ὁ Πρόεδρος ΑΝΑΣΤΑΣΙΟΣ ΣΑΡΡΑΣ Ὁ Διευθύνων Σύμβουλος ΔΗΜΗΤΡΙΟΣ ΣΑΜΑΡΑΣ Ὁ Προϊστάμενος Λογιστηρίου ΓΕΩΡΓΙΟΣ ΓΡΑΜΜΕΝΟΣ [431,1619,1223,2347]
balance-row: ΣΥΝΟΛΟΝ 1.916.510,35 [831,1948,1219,1959]
gen-sec-name: ΙΩ. ΠΕΡΙΣΤΕΡΗΣ [329,1759,416,1770]
president-name: ΑΝΑΣΤΑΣΙΟΣ ΣΑΡΡΑΣ [431,1998,540,2009]
chessman-headline: ΖΩΗΡΑΙ ΑΝΤΙΑΜΕΡΙΚΑΝΙΚΑΙ ΕΚΔΗΛΩΣΕΙΣ ΔΙΑ ΤΟΝ ΤΣΕΣΜΑΝ [678,731,956,825]
balance-row: Μηχανήματα 1.694.583,70 [435,1705,823,1716]
balance-row: Οἰκόπεδα 281.558 [435,1686,823,1695]
